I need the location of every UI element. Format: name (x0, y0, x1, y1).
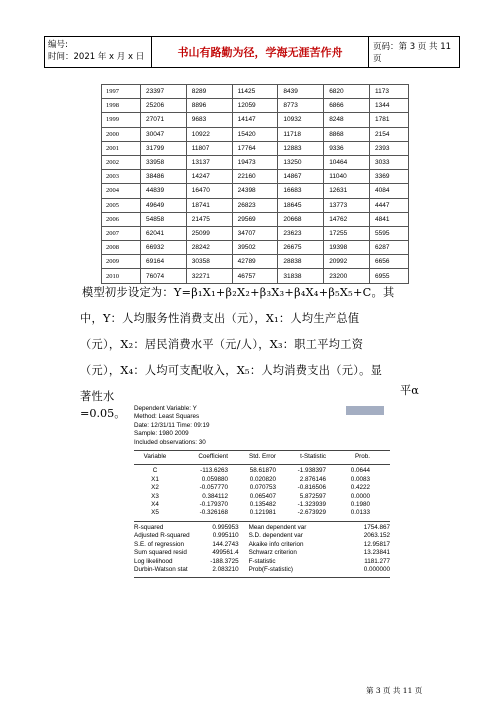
value-cell: 38486 (141, 170, 187, 184)
value-cell: 26675 (278, 241, 324, 255)
value-cell: 11425 (232, 85, 278, 99)
para-line-6: =0.05。 (80, 407, 126, 420)
model-description (80, 280, 440, 410)
value-cell: 25206 (141, 99, 187, 113)
value-cell: 3369 (369, 170, 408, 184)
value-cell: 14762 (324, 212, 370, 226)
value-cell: 28838 (278, 255, 324, 269)
statistic-cell: 0.000000 (363, 565, 390, 573)
year-cell: 1999 (102, 113, 141, 127)
coefficient-cell: 0.0000 (350, 492, 370, 500)
divider (134, 521, 390, 522)
coefficient-cell: X4 (151, 501, 159, 509)
statistic-cell: Akaike info criterion (248, 540, 304, 548)
divider (134, 450, 390, 451)
value-cell: 27071 (141, 113, 187, 127)
coefficient-cell: X2 (151, 484, 159, 492)
value-cell: 33958 (141, 155, 187, 169)
coefficient-cell: -0.179370 (199, 501, 228, 509)
value-cell: 30358 (186, 255, 232, 269)
statistic-cell: R-squared (134, 523, 164, 531)
year-cell: 2009 (102, 255, 141, 269)
value-cell: 9336 (324, 141, 370, 155)
coefficient-row (134, 493, 390, 501)
statistic-cell: Log likelihood (134, 557, 173, 565)
coefficient-cell: 0.070753 (249, 484, 276, 492)
value-cell: 9683 (186, 113, 232, 127)
statistic-cell: 2.083210 (212, 565, 239, 573)
value-cell: 26823 (232, 198, 278, 212)
statistic-cell: 499561.4 (212, 549, 239, 557)
value-cell: 62041 (141, 226, 187, 240)
statistic-cell: 1181.277 (364, 557, 390, 565)
regression-header-line: Dependent Variable: Y (134, 405, 197, 412)
statistic-cell: 1754.867 (363, 523, 390, 531)
value-cell: 39502 (232, 241, 278, 255)
header-page-number: 页码：第 3 页 共 11 页 (373, 42, 452, 64)
regression-header-line: Sample: 1980 2009 (134, 430, 189, 438)
value-cell: 76074 (141, 269, 187, 283)
value-cell: 20668 (278, 212, 324, 226)
time-label: 时间：2021 年 x 月 x 日 (48, 52, 145, 62)
value-cell: 14867 (278, 170, 324, 184)
data-table (101, 84, 409, 284)
statistic-cell: Prob(F-statistic) (248, 565, 294, 573)
regression-header-line: Method: Least Squares (134, 413, 200, 421)
coefficient-cell: 58.61870 (249, 467, 276, 475)
value-cell: 13137 (186, 155, 232, 169)
column-header: Coefficient (198, 453, 228, 461)
table-row (102, 184, 409, 198)
value-cell: 30047 (141, 127, 187, 141)
para-line-1: 模型初步设定为：Y=β₁X₁+β₂X₂+β₃X₃+β₄X₄+β₅X₅+C。其 (82, 286, 395, 299)
value-cell: 23200 (324, 269, 370, 283)
table-row (102, 241, 409, 255)
value-cell: 54858 (141, 212, 187, 226)
value-cell: 8896 (186, 99, 232, 113)
value-cell: 15420 (232, 127, 278, 141)
statistic-cell: Schwarz criterion (248, 549, 297, 557)
table-row (102, 226, 409, 240)
value-cell: 8289 (186, 85, 232, 99)
value-cell: 1781 (369, 113, 408, 127)
value-cell: 13773 (324, 198, 370, 212)
value-cell: 69164 (141, 255, 187, 269)
coefficient-cell: -0.816506 (297, 484, 326, 492)
value-cell: 21475 (186, 212, 232, 226)
coefficient-cell: 0.4222 (350, 484, 370, 492)
statistic-row (134, 558, 390, 566)
coefficient-cell: 2.876146 (299, 475, 326, 483)
table-row (102, 141, 409, 155)
value-cell: 44839 (141, 184, 187, 198)
table-row (102, 113, 409, 127)
coefficient-cell: 0.121981 (249, 509, 276, 517)
regression-output (134, 405, 390, 580)
coefficient-rows (134, 467, 390, 517)
value-cell: 1344 (369, 99, 408, 113)
statistics-rows (134, 524, 390, 574)
value-cell: 2393 (369, 141, 408, 155)
statistic-cell: S.D. dependent var (248, 532, 303, 540)
value-cell: 18645 (278, 198, 324, 212)
value-cell: 19398 (324, 241, 370, 255)
coefficient-row (134, 484, 390, 492)
statistic-cell: Durbin-Watson stat (134, 565, 188, 573)
value-cell: 46757 (232, 269, 278, 283)
value-cell: 23623 (278, 226, 324, 240)
year-cell: 1998 (102, 99, 141, 113)
column-header: Prob. (354, 453, 370, 461)
value-cell: 31799 (141, 141, 187, 155)
value-cell: 12883 (278, 141, 324, 155)
table-row (102, 155, 409, 169)
page-footer: 第 3 页 共 11 页 (366, 686, 423, 695)
coefficient-cell: -0.057770 (199, 484, 228, 492)
value-cell: 31838 (278, 269, 324, 283)
coefficient-cell: 0.0083 (350, 475, 370, 483)
para-line-4: （元），X₄：人均可支配收入，X₅：人均消费支出（元）。显 (80, 364, 383, 377)
divider (134, 464, 390, 465)
coefficient-cell: -113.6263 (200, 467, 228, 475)
page-header (44, 36, 460, 68)
coefficient-row (134, 476, 390, 484)
value-cell: 8439 (278, 85, 324, 99)
coefficient-cell: 0.0644 (350, 467, 370, 475)
value-cell: 8773 (278, 99, 324, 113)
value-cell: 28242 (186, 241, 232, 255)
value-cell: 11718 (278, 127, 324, 141)
statistic-cell: 144.2743 (212, 540, 239, 548)
value-cell: 16470 (186, 184, 232, 198)
value-cell: 6955 (369, 269, 408, 283)
statistic-cell: S.E. of regression (134, 540, 185, 548)
coefficient-cell: 0.135482 (249, 501, 276, 509)
coefficient-cell: X3 (151, 492, 159, 500)
coefficient-cell: X1 (151, 475, 159, 483)
para-line-2: 中，Y：人均服务性消费支出（元），X₁：人均生产总值 (80, 312, 360, 325)
coefficient-row (134, 467, 390, 475)
para-line-3: （元），X₂：居民消费水平（元/人），X₃：职工平均工资 (80, 338, 364, 351)
value-cell: 5595 (369, 226, 408, 240)
value-cell: 10932 (278, 113, 324, 127)
value-cell: 6656 (369, 255, 408, 269)
value-cell: 29569 (232, 212, 278, 226)
value-cell: 8868 (324, 127, 370, 141)
table-row (102, 85, 409, 99)
coefficient-cell: 0.065407 (249, 492, 276, 500)
coefficient-cell: 0.0133 (350, 509, 370, 517)
statistic-cell: Mean dependent var (248, 523, 307, 531)
value-cell: 66932 (141, 241, 187, 255)
statistic-row (134, 532, 390, 540)
value-cell: 2154 (369, 127, 408, 141)
coefficient-cell: C (152, 467, 158, 475)
year-cell: 1997 (102, 85, 141, 99)
year-cell: 2008 (102, 241, 141, 255)
statistic-row (134, 541, 390, 549)
year-cell: 2004 (102, 184, 141, 198)
coefficient-row (134, 509, 390, 517)
coefficient-cell: -1.938397 (297, 467, 326, 475)
coefficient-cell: 0.020820 (249, 475, 276, 483)
coefficient-cell: 0.384112 (202, 492, 228, 500)
value-cell: 4084 (369, 184, 408, 198)
regression-header-line: Included observations: 30 (134, 438, 206, 446)
coefficient-cell: -2.673929 (297, 509, 326, 517)
coef-header-row (134, 453, 390, 461)
value-cell: 11040 (324, 170, 370, 184)
year-cell: 2010 (102, 269, 141, 283)
coefficient-cell: 0.1980 (350, 501, 370, 509)
year-cell: 2002 (102, 155, 141, 169)
value-cell: 18741 (186, 198, 232, 212)
value-cell: 14247 (186, 170, 232, 184)
para-line-5-tail: 平α (400, 384, 419, 397)
value-cell: 12059 (232, 99, 278, 113)
serial-label: 编号: (48, 40, 68, 50)
value-cell: 24398 (232, 184, 278, 198)
value-cell: 17764 (232, 141, 278, 155)
year-cell: 2006 (102, 212, 141, 226)
table-row (102, 198, 409, 212)
statistic-cell: 0.995110 (212, 532, 239, 540)
statistic-row (134, 566, 390, 574)
coefficient-cell: -1.323939 (297, 501, 326, 509)
value-cell: 1173 (369, 85, 408, 99)
value-cell: 8248 (324, 113, 370, 127)
column-header: t-Statistic (300, 453, 326, 461)
value-cell: 11807 (186, 141, 232, 155)
statistic-row (134, 549, 390, 557)
year-cell: 2001 (102, 141, 141, 155)
value-cell: 10464 (324, 155, 370, 169)
table-row (102, 212, 409, 226)
header-meta (45, 37, 152, 67)
statistic-cell: 13.23841 (363, 549, 390, 557)
table-row (102, 255, 409, 269)
table-row (102, 127, 409, 141)
value-cell: 3033 (369, 155, 408, 169)
statistic-cell: Sum squared resid (134, 549, 187, 557)
year-cell: 2005 (102, 198, 141, 212)
statistic-cell: 0.995953 (212, 523, 239, 531)
value-cell: 16683 (278, 184, 324, 198)
column-header: Variable (143, 453, 167, 461)
value-cell: 20992 (324, 255, 370, 269)
coefficient-cell: -0.326168 (199, 509, 228, 517)
statistic-cell: F-statistic (248, 557, 276, 565)
coefficient-cell: 5.872597 (299, 492, 326, 500)
statistic-cell: 2063.152 (363, 532, 390, 540)
value-cell: 49649 (141, 198, 187, 212)
coefficient-row (134, 501, 390, 509)
coefficient-cell: 0.059880 (201, 475, 228, 483)
value-cell: 25099 (186, 226, 232, 240)
year-cell: 2007 (102, 226, 141, 240)
value-cell: 34707 (232, 226, 278, 240)
value-cell: 12631 (324, 184, 370, 198)
value-cell: 4841 (369, 212, 408, 226)
value-cell: 42789 (232, 255, 278, 269)
highlight-bar (346, 406, 384, 415)
value-cell: 10922 (186, 127, 232, 141)
value-cell: 6287 (369, 241, 408, 255)
value-cell: 32271 (186, 269, 232, 283)
year-cell: 2000 (102, 127, 141, 141)
column-header: Std. Error (249, 453, 276, 461)
statistic-row (134, 524, 390, 532)
value-cell: 14147 (232, 113, 278, 127)
value-cell: 22160 (232, 170, 278, 184)
header-motto: 书山有路勤为径，学海无涯苦作舟 (152, 37, 369, 67)
statistic-cell: Adjusted R-squared (134, 532, 190, 540)
table-row (102, 170, 409, 184)
value-cell: 13250 (278, 155, 324, 169)
coefficient-cell: X5 (151, 509, 159, 517)
value-cell: 17255 (324, 226, 370, 240)
statistic-cell: -188.3725 (210, 557, 239, 565)
value-cell: 6866 (324, 99, 370, 113)
table-row (102, 99, 409, 113)
value-cell: 19473 (232, 155, 278, 169)
para-line-5: 著性水 (80, 390, 115, 403)
divider (134, 577, 390, 578)
statistic-cell: 12.95817 (363, 540, 390, 548)
value-cell: 6820 (324, 85, 370, 99)
value-cell: 4447 (369, 198, 408, 212)
value-cell: 23397 (141, 85, 187, 99)
regression-header-line: Date: 12/31/11 Time: 09:19 (134, 421, 210, 429)
year-cell: 2003 (102, 170, 141, 184)
